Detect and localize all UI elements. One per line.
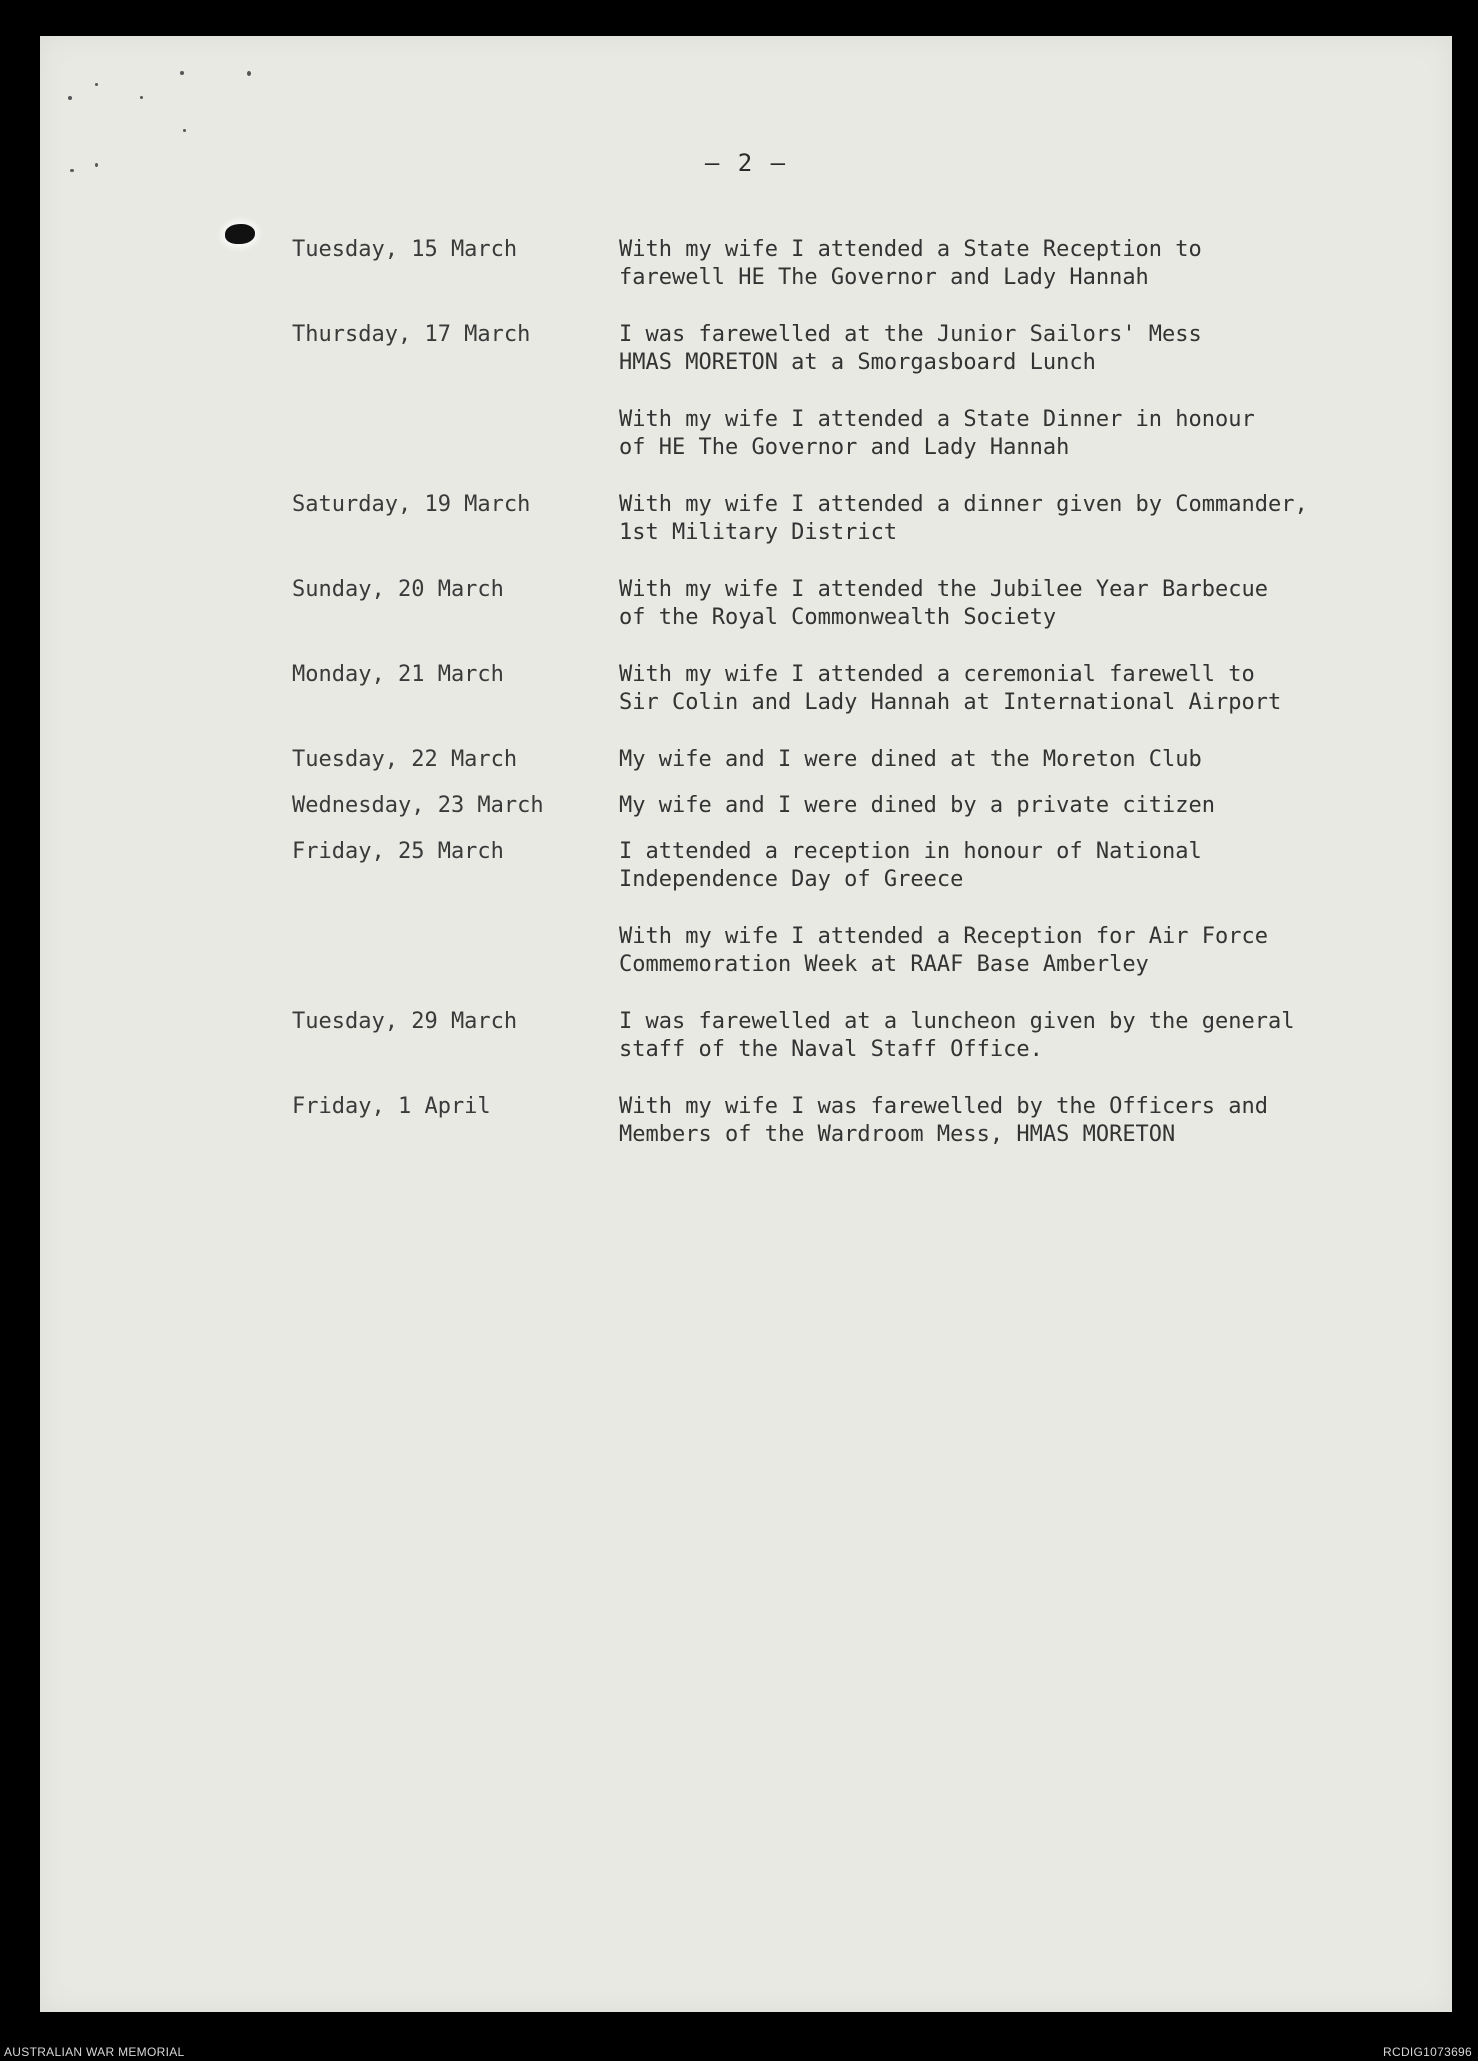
entry-date: Sunday, 20 March (292, 577, 504, 602)
entry-row (292, 236, 1422, 292)
entry-line: of HE The Governor and Lady Hannah (619, 435, 1070, 460)
entry-line: of the Royal Commonwealth Society (619, 605, 1057, 630)
entry-line: With my wife I was farewelled by the Officers and (619, 1094, 1269, 1119)
entry-line: Sir Colin and Lady Hannah at International Airport (619, 690, 1282, 715)
paper-mark (140, 96, 143, 99)
entry-date: Wednesday, 23 March (292, 793, 544, 818)
entry-text (619, 491, 1422, 547)
entry-text (619, 576, 1422, 632)
punch-hole (225, 224, 255, 244)
entry-text (619, 321, 1422, 377)
entry-date: Tuesday, 22 March (292, 747, 518, 772)
entry-row (292, 746, 1422, 774)
entry-date: Tuesday, 29 March (292, 1009, 518, 1034)
entry-row (292, 321, 1422, 377)
entry-line: With my wife I attended a Reception for Air Force (619, 924, 1269, 949)
entry-line: With my wife I attended a State Dinner in honour (619, 407, 1255, 432)
paper-mark (68, 96, 72, 100)
entry-row (292, 1008, 1422, 1064)
paper-mark (247, 71, 251, 76)
entry-line: With my wife I attended a ceremonial farewell to (619, 662, 1255, 687)
entry-row (292, 923, 1422, 979)
entry-row (292, 576, 1422, 632)
entry-text (619, 406, 1422, 462)
entry-text (619, 923, 1422, 979)
entry-row (292, 792, 1422, 820)
paper-mark (183, 129, 186, 132)
entry-line: With my wife I attended the Jubilee Year Barbecue (619, 577, 1269, 602)
entry-line: farewell HE The Governor and Lady Hannah (619, 265, 1149, 290)
entry-row (292, 661, 1422, 717)
entry-text (619, 746, 1422, 774)
entry-line: staff of the Naval Staff Office. (619, 1037, 1043, 1062)
entry-line: I was farewelled at a luncheon given by the general (619, 1009, 1295, 1034)
entry-date: Thursday, 17 March (292, 322, 531, 347)
entry-date: Friday, 1 April (292, 1094, 491, 1119)
entry-line: My wife and I were dined at the Moreton Club (619, 747, 1202, 772)
entry-date: Friday, 25 March (292, 839, 504, 864)
entry-text (619, 838, 1422, 894)
entry-date: Tuesday, 15 March (292, 237, 518, 262)
entry-line: Commemoration Week at RAAF Base Amberley (619, 952, 1149, 977)
diary-entries (292, 236, 1422, 1149)
document-page (40, 36, 1452, 2012)
entry-line: Members of the Wardroom Mess, HMAS MORETON (619, 1122, 1176, 1147)
entry-row (292, 406, 1422, 462)
archive-id: RCDIG1073696 (1383, 2045, 1472, 2059)
archive-credit: AUSTRALIAN WAR MEMORIAL (4, 2045, 185, 2059)
entry-line: Independence Day of Greece (619, 867, 964, 892)
paper-mark (95, 83, 98, 86)
entry-row (292, 1093, 1422, 1149)
entry-line: My wife and I were dined by a private citizen (619, 793, 1216, 818)
paper-mark (180, 71, 184, 75)
entry-text (619, 236, 1422, 292)
entry-text (619, 792, 1422, 820)
entry-line: With my wife I attended a dinner given by Commander, (619, 492, 1308, 517)
entry-text (619, 661, 1422, 717)
entry-row (292, 491, 1422, 547)
entry-date: Saturday, 19 March (292, 492, 531, 517)
entry-line: I attended a reception in honour of National (619, 839, 1202, 864)
entry-line: I was farewelled at the Junior Sailors' Mess (619, 322, 1202, 347)
entry-date: Monday, 21 March (292, 662, 504, 687)
entry-text (619, 1093, 1422, 1149)
entry-line: 1st Military District (619, 520, 898, 545)
entry-line: With my wife I attended a State Reception to (619, 237, 1202, 262)
entry-row (292, 838, 1422, 894)
entry-text (619, 1008, 1422, 1064)
entry-line: HMAS MORETON at a Smorgasboard Lunch (619, 350, 1096, 375)
page-number: – 2 – (704, 149, 788, 177)
